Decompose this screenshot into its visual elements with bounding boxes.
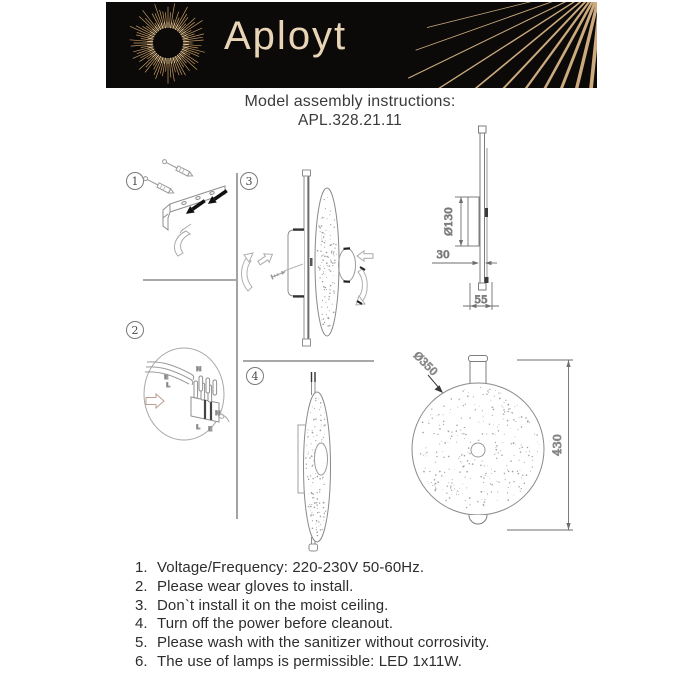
banner-art bbox=[106, 2, 597, 88]
model-number: APL.328.21.11 bbox=[297, 112, 402, 129]
assembly-diagram bbox=[0, 125, 700, 555]
brand-wordmark: Aployt bbox=[224, 14, 348, 58]
list-item bbox=[135, 615, 615, 634]
item-number: 4. bbox=[135, 615, 148, 633]
dim-diameter: Ø350 bbox=[410, 349, 440, 379]
item-number: 2. bbox=[135, 577, 148, 595]
item-number: 3. bbox=[135, 596, 148, 614]
step-4-number: 4 bbox=[251, 370, 259, 383]
dim-overall-height: 430 bbox=[550, 434, 564, 456]
step-1-diagram bbox=[143, 159, 229, 256]
item-text: Don`t install it on the moist ceiling. bbox=[157, 596, 389, 614]
brand-banner bbox=[106, 2, 597, 88]
terminal-label-l: L bbox=[196, 423, 201, 431]
terminal-label-n: N bbox=[215, 409, 221, 417]
item-text: Turn off the power before cleanout. bbox=[157, 615, 394, 633]
item-number: 5. bbox=[135, 634, 148, 652]
terminal-label-e: E bbox=[208, 425, 213, 433]
side-dimension-drawing bbox=[432, 126, 499, 310]
wire-label-n: N bbox=[196, 365, 202, 373]
front-dimension-drawing bbox=[411, 350, 573, 530]
attach-arrow-icon bbox=[256, 250, 275, 267]
dim-wall-offset: 30 bbox=[436, 249, 450, 261]
list-item bbox=[135, 578, 615, 597]
wire-label-e: E bbox=[164, 373, 169, 381]
step-1-number: 1 bbox=[131, 175, 139, 188]
item-text: Please wear gloves to install. bbox=[157, 577, 354, 595]
sunburst-center bbox=[154, 29, 182, 57]
step-2-diagram bbox=[144, 348, 229, 440]
item-number: 1. bbox=[135, 559, 148, 576]
fan-rays-icon bbox=[406, 2, 597, 88]
wire-label-l: L bbox=[166, 381, 171, 389]
list-item bbox=[135, 653, 615, 672]
step-3-number: 3 bbox=[245, 175, 253, 188]
dim-mount-diameter: Ø130 bbox=[443, 207, 455, 236]
instruction-list bbox=[135, 559, 615, 672]
item-text: Voltage/Frequency: 220-230V 50-60Hz. bbox=[157, 559, 425, 576]
step-3-diagram bbox=[241, 170, 373, 346]
insert-arrow-icon bbox=[146, 394, 164, 408]
item-number: 6. bbox=[135, 652, 148, 670]
step-4-diagram bbox=[298, 372, 331, 551]
step-2-number: 2 bbox=[131, 324, 139, 337]
list-item bbox=[135, 597, 615, 616]
press-arrow-icon bbox=[357, 251, 373, 261]
list-item bbox=[135, 634, 615, 653]
item-text: Please wash with the sanitizer without corrosivity. bbox=[157, 634, 490, 652]
item-text: The use of lamps is permissible: LED 1x11W. bbox=[157, 652, 462, 670]
list-item bbox=[135, 559, 615, 578]
dim-total-depth: 55 bbox=[474, 294, 488, 306]
page-title: Model assembly instructions: bbox=[244, 93, 456, 110]
panel-dividers bbox=[143, 173, 374, 519]
